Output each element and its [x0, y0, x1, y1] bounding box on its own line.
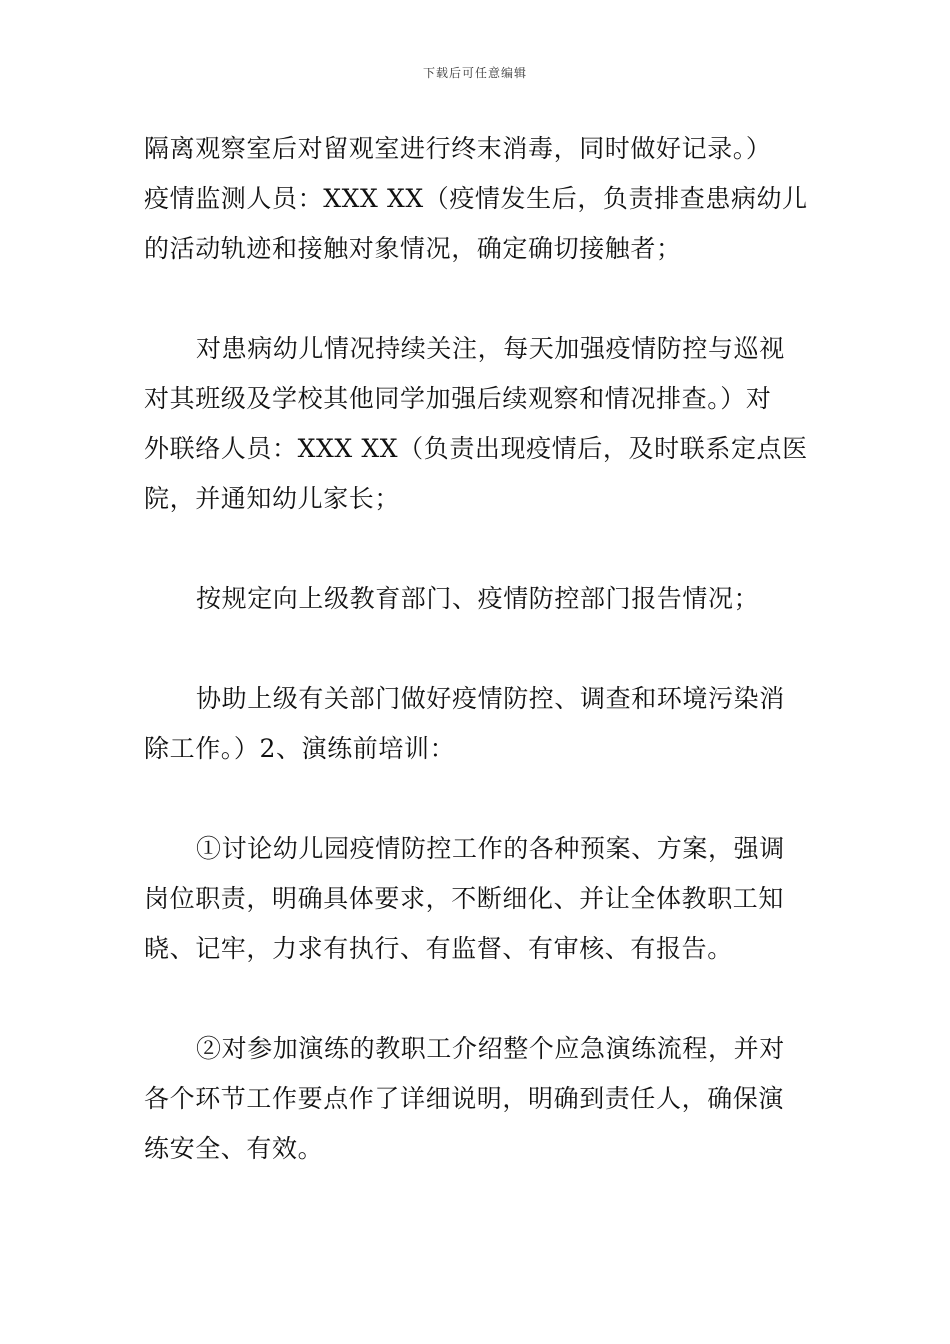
paragraph-spacer — [144, 774, 812, 824]
text-line: 岗位职责，明确具体要求，不断细化、并让全体教职工知 — [144, 884, 785, 913]
text-line: 外联络人员：XXX XX（负责出现疫情后，及时联系定点医 — [144, 434, 808, 463]
paragraph-spacer — [144, 974, 812, 1024]
paragraph-5 — [144, 824, 812, 974]
text-line: 按规定向上级教育部门、疫情防控部门报告情况； — [196, 584, 760, 613]
document-body — [144, 124, 812, 1174]
paragraph-spacer — [144, 624, 812, 674]
paragraph-4 — [144, 674, 812, 774]
paragraph-3 — [144, 574, 812, 624]
text-line: 各个环节工作要点作了详细说明，明确到责任人，确保演 — [144, 1084, 785, 1113]
paragraph-6 — [144, 1024, 812, 1174]
text-line: 对其班级及学校其他同学加强后续观察和情况排查。）对 — [144, 384, 772, 413]
text-line: 的活动轨迹和接触对象情况，确定确切接触者； — [144, 234, 682, 263]
text-line: 除工作。）2、演练前培训： — [144, 734, 456, 763]
paragraph-spacer — [144, 524, 812, 574]
page-header-note: 下载后可任意编辑 — [422, 66, 527, 80]
text-line: 院，并通知幼儿家长； — [144, 484, 401, 513]
paragraph-spacer — [144, 274, 812, 324]
text-line: ②对参加演练的教职工介绍整个应急演练流程，并对 — [196, 1034, 785, 1063]
text-line: 晓、记牢，力求有执行、有监督、有审核、有报告。 — [144, 934, 733, 963]
text-line: 疫情监测人员：XXX XX（疫情发生后，负责排查患病幼儿 — [144, 184, 808, 213]
paragraph-1 — [144, 124, 812, 274]
text-line: 对患病幼儿情况持续关注，每天加强疫情防控与巡视 — [196, 334, 785, 363]
text-line: 练安全、有效。 — [144, 1134, 324, 1163]
paragraph-2 — [144, 324, 812, 524]
text-line: 隔离观察室后对留观室进行终末消毒，同时做好记录。） — [144, 134, 772, 163]
text-line: 协助上级有关部门做好疫情防控、调查和环境污染消 — [196, 684, 785, 713]
text-line: ①讨论幼儿园疫情防控工作的各种预案、方案，强调 — [196, 834, 785, 863]
